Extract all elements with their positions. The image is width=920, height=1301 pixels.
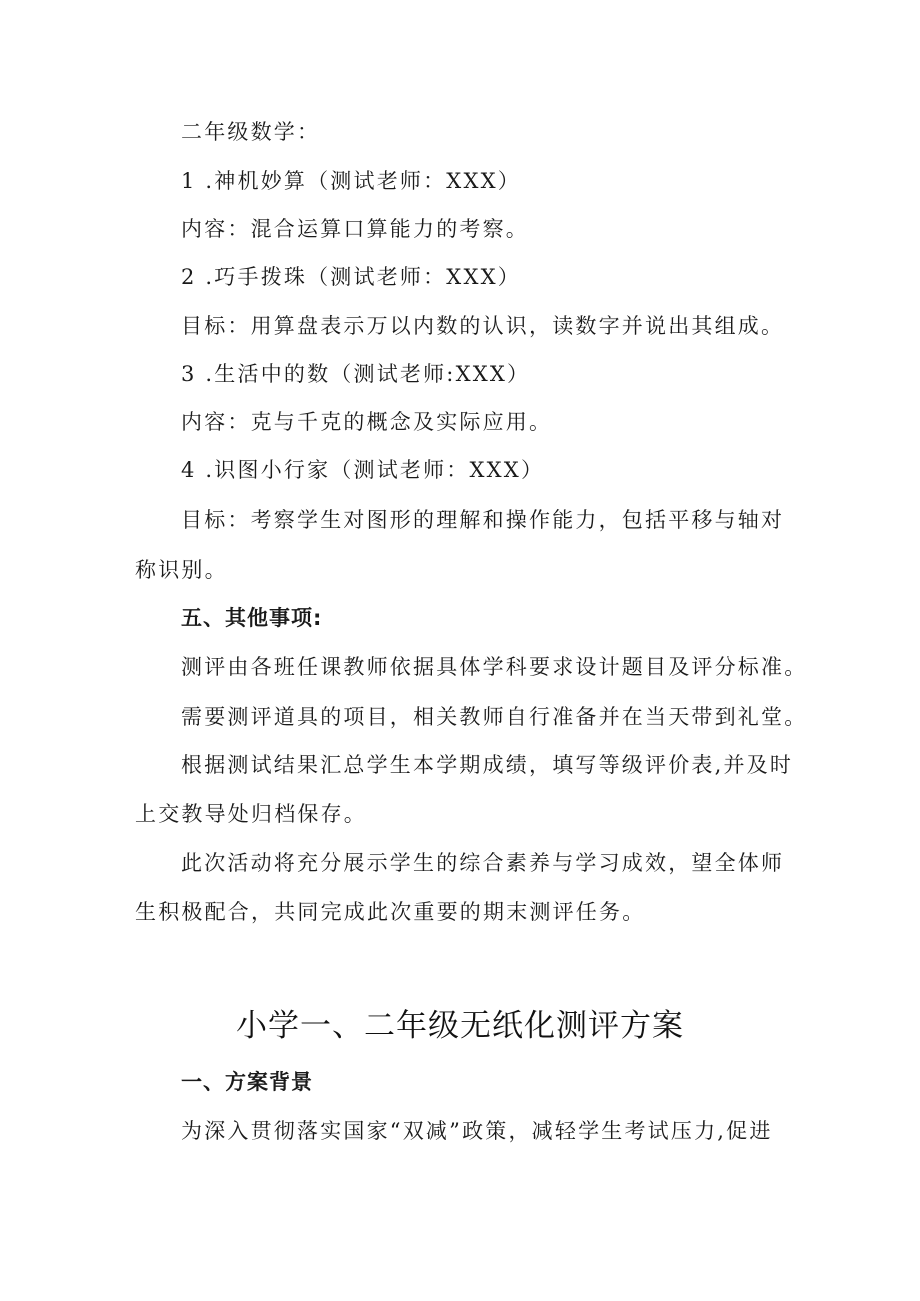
item-1-desc: 内容：混合运算口算能力的考察。 [181,217,529,241]
section-five-p4-line1: 此次活动将充分展示学生的综合素养与学习成效，望全体师 [181,851,785,875]
section-five-p4-line2: 生积极配合，共同完成此次重要的期末测评任务。 [135,900,646,924]
section-five-heading: 五、其他事项: [181,606,323,630]
background-p1-line1: 为深入贯彻落实国家“双减”政策，减轻学生考试压力,促进 [181,1119,773,1143]
document-title: 小学一、二年级无纸化测评方案 [236,1008,684,1044]
item-2-desc: 目标：用算盘表示万以内数的认识，读数字并说出其组成。 [181,314,785,338]
item-2-title: 2 .巧手拨珠（测试老师：XXX） [181,265,521,289]
item-4-title: 4 .识图小行家（测试老师：XXX） [181,458,545,482]
item-3-title: 3 .生活中的数（测试老师:XXX） [181,362,531,386]
section-five-p3-line1: 根据测试结果汇总学生本学期成绩，填写等级评价表,并及时 [181,753,794,777]
item-1-title: 1 .神机妙算（测试老师：XXX） [181,169,521,193]
item-4-desc-line2: 称识别。 [135,558,228,582]
section-five-p1: 测评由各班任课教师依据具体学科要求设计题目及评分标准。 [181,655,808,679]
item-4-desc-line1: 目标：考察学生对图形的理解和操作能力，包括平移与轴对 [181,508,785,532]
section-five-p2: 需要测评道具的项目，相关教师自行准备并在当天带到礼堂。 [181,705,808,729]
grade-heading: 二年级数学： [181,120,321,144]
background-heading: 一、方案背景 [181,1070,313,1094]
item-3-desc: 内容：克与千克的概念及实际应用。 [181,410,553,434]
section-five-p3-line2: 上交教导处归档保存。 [135,802,367,826]
